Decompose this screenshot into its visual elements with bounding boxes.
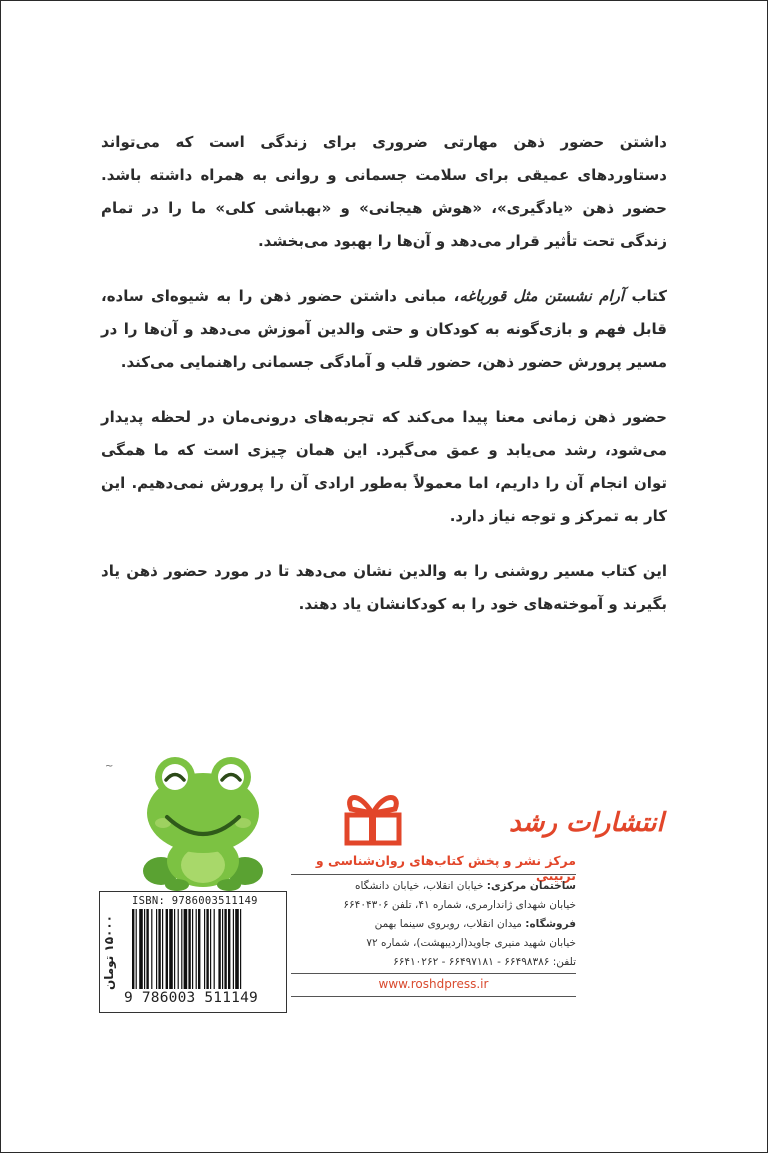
- barcode-bar: [206, 909, 208, 989]
- book-title: آرام نشستن مثل قورباغه: [459, 287, 625, 305]
- barcode-box: [99, 891, 287, 1013]
- barcode-bar: [166, 909, 168, 989]
- paragraph-3: حضور ذهن زمانی معنا پیدا می‌کند که تجربه‌های درونی‌مان در لحظه پدیدار می‌شود، رشد می‌یابد و عمق می‌گیرد. این همان چیزی است که ما همگی توان انجام آن را داریم، اما معمولاً به‌طور ارادی آن را پرورش نمی‌دهیم. این کار به تمرکز و توجه نیاز دارد.: [101, 408, 667, 525]
- barcode-bar: [139, 909, 143, 989]
- central-label: ساختمان مرکزی:: [486, 880, 576, 892]
- barcode-bar: [174, 909, 175, 989]
- barcode-bar: [146, 909, 148, 989]
- barcode-bar: [144, 909, 145, 989]
- tilde-mark: ~: [105, 761, 114, 772]
- barcode-bar: [184, 909, 188, 989]
- publisher-slogan: مرکز نشر و پخش کتاب‌های روان‌شناسی و تربیتی: [315, 853, 576, 883]
- paragraph-2: [101, 280, 667, 379]
- barcode-bar: [158, 909, 160, 989]
- barcode-bar: [240, 909, 241, 989]
- barcode-bar: [210, 909, 211, 989]
- logo-wordmark: انتشارات رشد: [509, 808, 664, 838]
- website-link[interactable]: www.roshdpress.ir: [378, 977, 489, 991]
- store-label: فروشگاه:: [525, 918, 576, 930]
- store-addr-line2: خیابان شهید منیری جاوید(اردیبهشت)، شماره ۷۲: [366, 937, 576, 949]
- paragraph-2-prefix: کتاب: [631, 287, 667, 305]
- barcode-bar: [198, 909, 200, 989]
- store-addr-line1: میدان انقلاب، روبروی سینما بهمن: [374, 918, 522, 930]
- barcode-bar: [196, 909, 197, 989]
- phone-numbers: تلفن: ۶۶۴۹۸۳۸۶ - ۶۶۴۹۷۱۸۱ - ۶۶۴۱۰۲۶۲: [393, 956, 576, 968]
- divider: [291, 874, 576, 875]
- barcode-bar: [204, 909, 205, 989]
- barcode-bar: [224, 909, 226, 989]
- barcode-bar: [132, 909, 134, 989]
- blurb-text: [101, 126, 667, 643]
- central-addr-line1: خیابان انقلاب، خیابان دانشگاه: [354, 880, 484, 892]
- paragraph-4: این کتاب مسیر روشنی را به والدین نشان می‌دهد تا در مورد حضور ذهن یاد بگیرند و آموخته‌های خود را به کودکانشان یاد دهند.: [101, 562, 667, 613]
- paragraph-1: داشتن حضور ذهن مهارتی ضروری برای زندگی است که می‌تواند دستاوردهای عمیقی برای سلامت جسمانی و روانی به همراه داشته باشد. حضور ذهن «یادگیری»، «هوش هیجانی» و «بهباشی کلی» ما را در تمام زندگی تحت تأثیر قرار می‌دهد و آن‌ها را بهبود می‌بخشد.: [101, 133, 667, 250]
- barcode-bar: [228, 909, 230, 989]
- barcode-bar: [178, 909, 179, 989]
- barcode-bars: [132, 909, 280, 989]
- publisher-logo: [339, 781, 664, 849]
- barcode-bar: [218, 909, 220, 989]
- isbn-digits: 9 786003 511149: [124, 990, 258, 1006]
- barcode-bar: [192, 909, 193, 989]
- barcode-bar: [233, 909, 234, 989]
- barcode-bar: [188, 909, 190, 989]
- central-addr-line2: خیابان شهدای ژاندارمری، شماره ۴۱، تلفن ۶۶۴۰۴۳۰۶: [343, 899, 576, 911]
- barcode-bar: [181, 909, 182, 989]
- frog-illustration: [141, 753, 265, 893]
- paragraph-2-rest: ، مبانی داشتن حضور ذهن را به شیوه‌ای ساده، قابل فهم و بازی‌گونه به کودکان و حتی والدین آموزش می‌دهد و آن‌ها را در مسیر پرورش حضور ذهن، حضور قلب و آمادگی جسمانی راهنمایی می‌کند.: [101, 287, 667, 371]
- divider: [291, 973, 576, 974]
- price-label: ۱۵۰۰۰ تومان: [102, 914, 116, 990]
- barcode-bar: [169, 909, 173, 989]
- barcode-bar: [222, 909, 223, 989]
- divider: [291, 996, 576, 997]
- barcode-bar: [214, 909, 215, 989]
- isbn-label: ISBN: 9786003511149: [132, 895, 258, 907]
- barcode-bar: [151, 909, 152, 989]
- barcode-bar: [162, 909, 163, 989]
- barcode-bar: [136, 909, 137, 989]
- barcode-bar: [156, 909, 157, 989]
- barcode-bar: [235, 909, 239, 989]
- central-address: [296, 877, 576, 972]
